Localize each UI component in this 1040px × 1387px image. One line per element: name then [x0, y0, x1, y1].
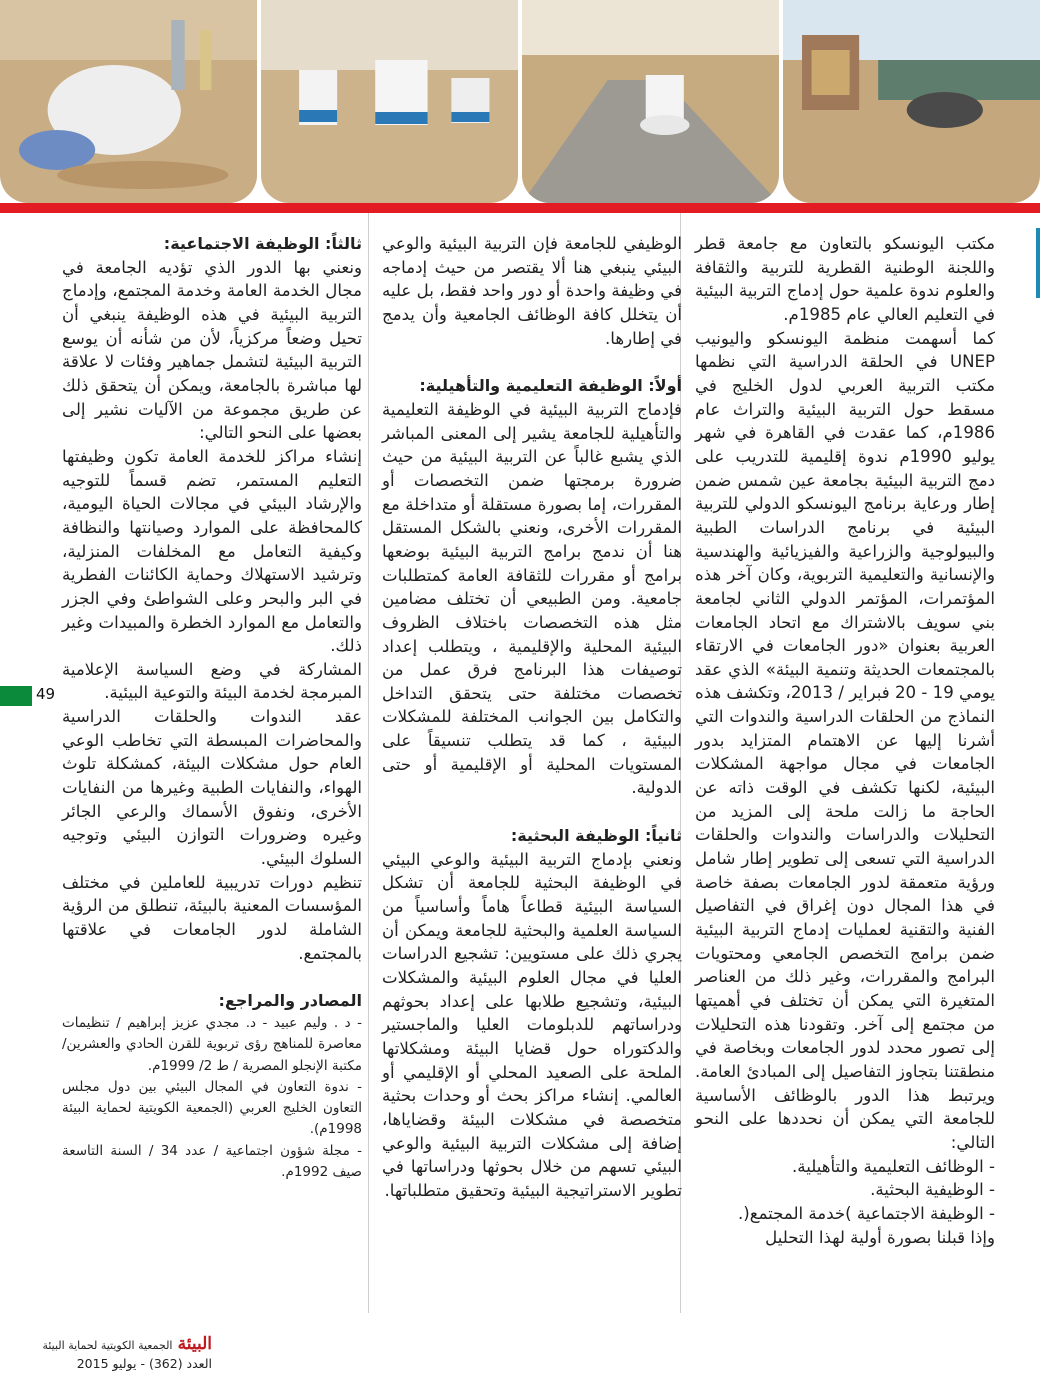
list-item: - الوظيفة الاجتماعية )خدمة المجتمع(.: [737, 1203, 995, 1223]
list-item: - الوظائف التعليمية والتأهيلية.: [792, 1156, 995, 1176]
list-item: المشاركة في وضع السياسة الإعلامية المبرمجة لخدمة البيئة والتوعية البيئية.: [62, 659, 362, 703]
paragraph: كما أسهمت منظمة اليونسكو واليونيب UNEP في الحلقة الدراسية التي نظمها مكتب التربية العربي لدول الخليج في مسقط حول التربية البيئية والتراث عام 1986م، كما عقدت في القاهرة في شهر يوليو 1990م ندوة إقليمية للتدريب على دمج التربية البيئية بجامعة عين شمس ضمن إطار ورعاية برنامج اليونسكو الدولي للتربية البيئية في برنامج الدراسات الطبية والبيولوجية والزراعية والفيزيائية والهندسية والإنسانية والتعليمية التربوية، وكان آخر هذه المؤتمرات، المؤتمر الدولي الثاني لجامعة بني سويف بالاشتراك مع اتحاد الجامعات العربية بعنوان «دور الجامعات في الارتقاء بالمجتمعات الحديثة وتنمية البيئة» الذي عقد يومي 19 - 20 فبراير / 2013، وتكشف هذه النماذج من الحلقات الدراسية والندوات التي أشرنا إليها عن الاهتمام المتزايد بدور الجامعات في مجال مواجهة المشكلات البيئية، لكنها تكشف في الوقت ذاته عن الحاجة ما زالت ملحة إلى المزيد من التحليلات والدراسات والندوات والحلقات الدراسية التي تسعى إلى تطوير إطار شامل ورؤية متعمقة لدور الجامعات بصفة خاصة في هذا المجال دون إغراق في التفاصيل الفنية والتقنية لعمليات إدماج التربية البيئية ضمن برامج التخصص الجامعي ومحتويات البرامج والمقررات، وغير ذلك من العناصر المتغيرة التي يمكن أن تختلف في أهميتها من مجتمع إلى آخر. وتقودنا هذه التحليلات إلى تصور محدد لدور الجامعات وبخاصة في منطقتنا بتجاوز التفاصيل إلى المبادئ العامة. ويرتبط هذا الدور بالوظائف الأساسية للجامعة التي يمكن أن نحددها على النحو التالي:: [695, 328, 995, 1152]
list-item: تنظيم دورات تدريبية للعاملين في مختلف المؤسسات المعنية بالبيئة، تنطلق من الرؤية الشاملة لدور الجامعات في علاقتها بالمجتمع.: [62, 872, 362, 963]
shack-photo: [783, 0, 1040, 203]
reference-item: - ندوة التعاون في المجال البيئي بين دول مجلس التعاون الخليج العربي (الجمعية الكويتية لحماية البيئة 1998م).: [62, 1078, 362, 1138]
page-number: 49: [36, 685, 56, 703]
reference-item: - مجلة شؤون اجتماعية / عدد 34 / السنة التاسعة صيف 1992م.: [62, 1142, 362, 1181]
paragraph: وإذا قبلنا بصورة أولية لهذا التحليل: [765, 1227, 995, 1247]
paragraph: ونعني بها الدور الذي تؤديه الجامعة في مجال الخدمة العامة وخدمة المجتمع، وإدماج التربية البيئية في هذه الوظيفة ينبغي أن تحيل وضعاً مركزياً، لأن من شأنه أن يوسع التربية البيئية لتشمل جماهير وفئات لا علاقة لها مباشرة بالجامعة، ويمكن أن يتحقق ذلك عن طريق مجموعة من الآليات نشير إلى بعضها على النحو التالي:: [62, 257, 362, 443]
section-heading: أولاً: الوظيفة التعليمية والتأهيلية:: [419, 376, 682, 396]
paragraph: فإدماج التربية البيئية في الوظيفة التعليمية والتأهيلية للجامعة يشير إلى المعنى المباشر الذي يشبع غالباً عن التربية البيئية من حيث ضرورة برمجتها ضمن التخصصات أو المقررات، إما بصورة مستقلة أو متداخلة مع المقررات الأخرى، ونعني بالشكل المستقل هنا أن ندمج برامج التربية البيئية بوضعها برامج أو مقررات للثقافة العامة كمتطلبات جامعية. ومن الطبيعي أن تختلف مضامين مثل هذه التخصصات باختلاف الظروف البيئية المحلية والإقليمية ، ويتطلب إعداد توصيفات هذا البرنامج فرق عمل من تخصصات مختلفة حتى يتحقق التداخل والتكامل بين الجوانب المختلفة للمشكلات البيئية ، كما قد يتطلب تنسيقاً على المستويات المحلية أو الإقليمية أو حتى الدولية.: [382, 399, 682, 798]
column-divider: [368, 213, 369, 1313]
section-heading: ثانياً: الوظيفة البحثية:: [510, 826, 682, 846]
references-heading: المصادر والمراجع:: [218, 991, 362, 1011]
paragraph: الوظيفي للجامعة فإن التربية البيئية والوعي البيئي ينبغي هنا ألا يقتصر من حيث إدماجه في وظيفة واحدة أو دور واحد فقط، بل عليه أن يتخلل كافة الوظائف الجامعية وأن يدمج في إطارها.: [382, 234, 682, 348]
section-heading: ثالثاً: الوظيفة الاجتماعية:: [163, 234, 362, 253]
list-item: إنشاء مراكز للخدمة العامة تكون وظيفتها التعليم المستمر، تضم قسماً للتوجيه والإرشاد البيئي في مجالات الحياة اليومية، كالمحافظة على الموارد وصيانتها والنظافة وكيفية التعامل مع المخلفات المنزلية، وترشيد الاستهلاك وحماية الكائنات الفطرية في البر والبحر وعلى الشواطئ وفي الجزر والتعامل مع الموارد الخطرة والمبيدات وغير ذلك.: [62, 446, 362, 656]
magazine-logo: البيئة: [177, 1334, 212, 1354]
page-number-tab: [0, 686, 32, 706]
paragraph: مكتب اليونسكو بالتعاون مع جامعة قطر واللجنة الوطنية القطرية للتربية والثقافة والعلوم ندوة علمية حول إدماج التربية البيئية في التعليم العالي عام 1985م.: [695, 234, 995, 324]
paragraph: ونعني بإدماج التربية البيئية والوعي البيئي في الوظيفة البحثية للجامعة أن تشكل السياسة البيئية قطاعاً هاماً وأساسياً من السياسة العلمية والبحثية للجامعة ويمكن أن يجري ذلك على مستويين: تشجيع الدراسات العليا في مجال العلوم البيئية والمشكلات البيئية، وتشجيع طلابها على إعداد بحوثهم ودراساتهم للدبلومات العليا والماجستير والدكتوراه حول قضايا البيئة ومشكلاتها الملحة على الصعيد المحلي أو الإقليمي أو العالمي. إنشاء مراكز بحث أو وحدات بحثية متخصصة في مشكلات البيئة وقضاياها، إضافة إلى مشكلات التربية البيئية والوعي البيئي تسهم من خلال بحوثها ودراساتها في تطوير الاستراتيجية البيئية وتحقيق متطلباتها.: [382, 849, 682, 1200]
text-column-right: [695, 232, 995, 1249]
toilet-debris-photo: [0, 0, 257, 203]
text-column-left: [62, 232, 362, 1183]
photo-strip: [0, 0, 1040, 203]
text-column-middle: [382, 232, 682, 1203]
list-item: - الوظيفية البحثية.: [870, 1180, 995, 1200]
footer: [22, 1334, 212, 1371]
list-item: عقد الندوات والحلقات الدراسية والمحاضرات المبسطة التي تخاطب الوعي العام حول مشكلات البيئة، كمشكلة تلوث الهواء، والنفايات الطبية وغيرها من النفايات الأخرى، ونفوق الأسماك والرعي الجائر وغيره وضرورات التوازن البيئي وتوجيه السلوك البيئي.: [62, 707, 362, 869]
society-name: الجمعية الكويتية لحماية البيئة: [42, 1339, 173, 1352]
reference-item: - د . وليم عبيد - د. مجدي عزيز إبراهيم / تنظيمات معاصرة للمناهج رؤى تربوية للقرن الحادي والعشرين/ مكتبة الإنجلو المصرية / ط 2/ 1999م.: [62, 1015, 362, 1074]
header-red-bar: [0, 203, 1040, 213]
water-tanks-photo: [261, 0, 518, 203]
toilet-roadside-photo: [522, 0, 779, 203]
issue-info: العدد (362) - يوليو 2015: [76, 1356, 212, 1371]
edge-tab: [1036, 228, 1040, 298]
